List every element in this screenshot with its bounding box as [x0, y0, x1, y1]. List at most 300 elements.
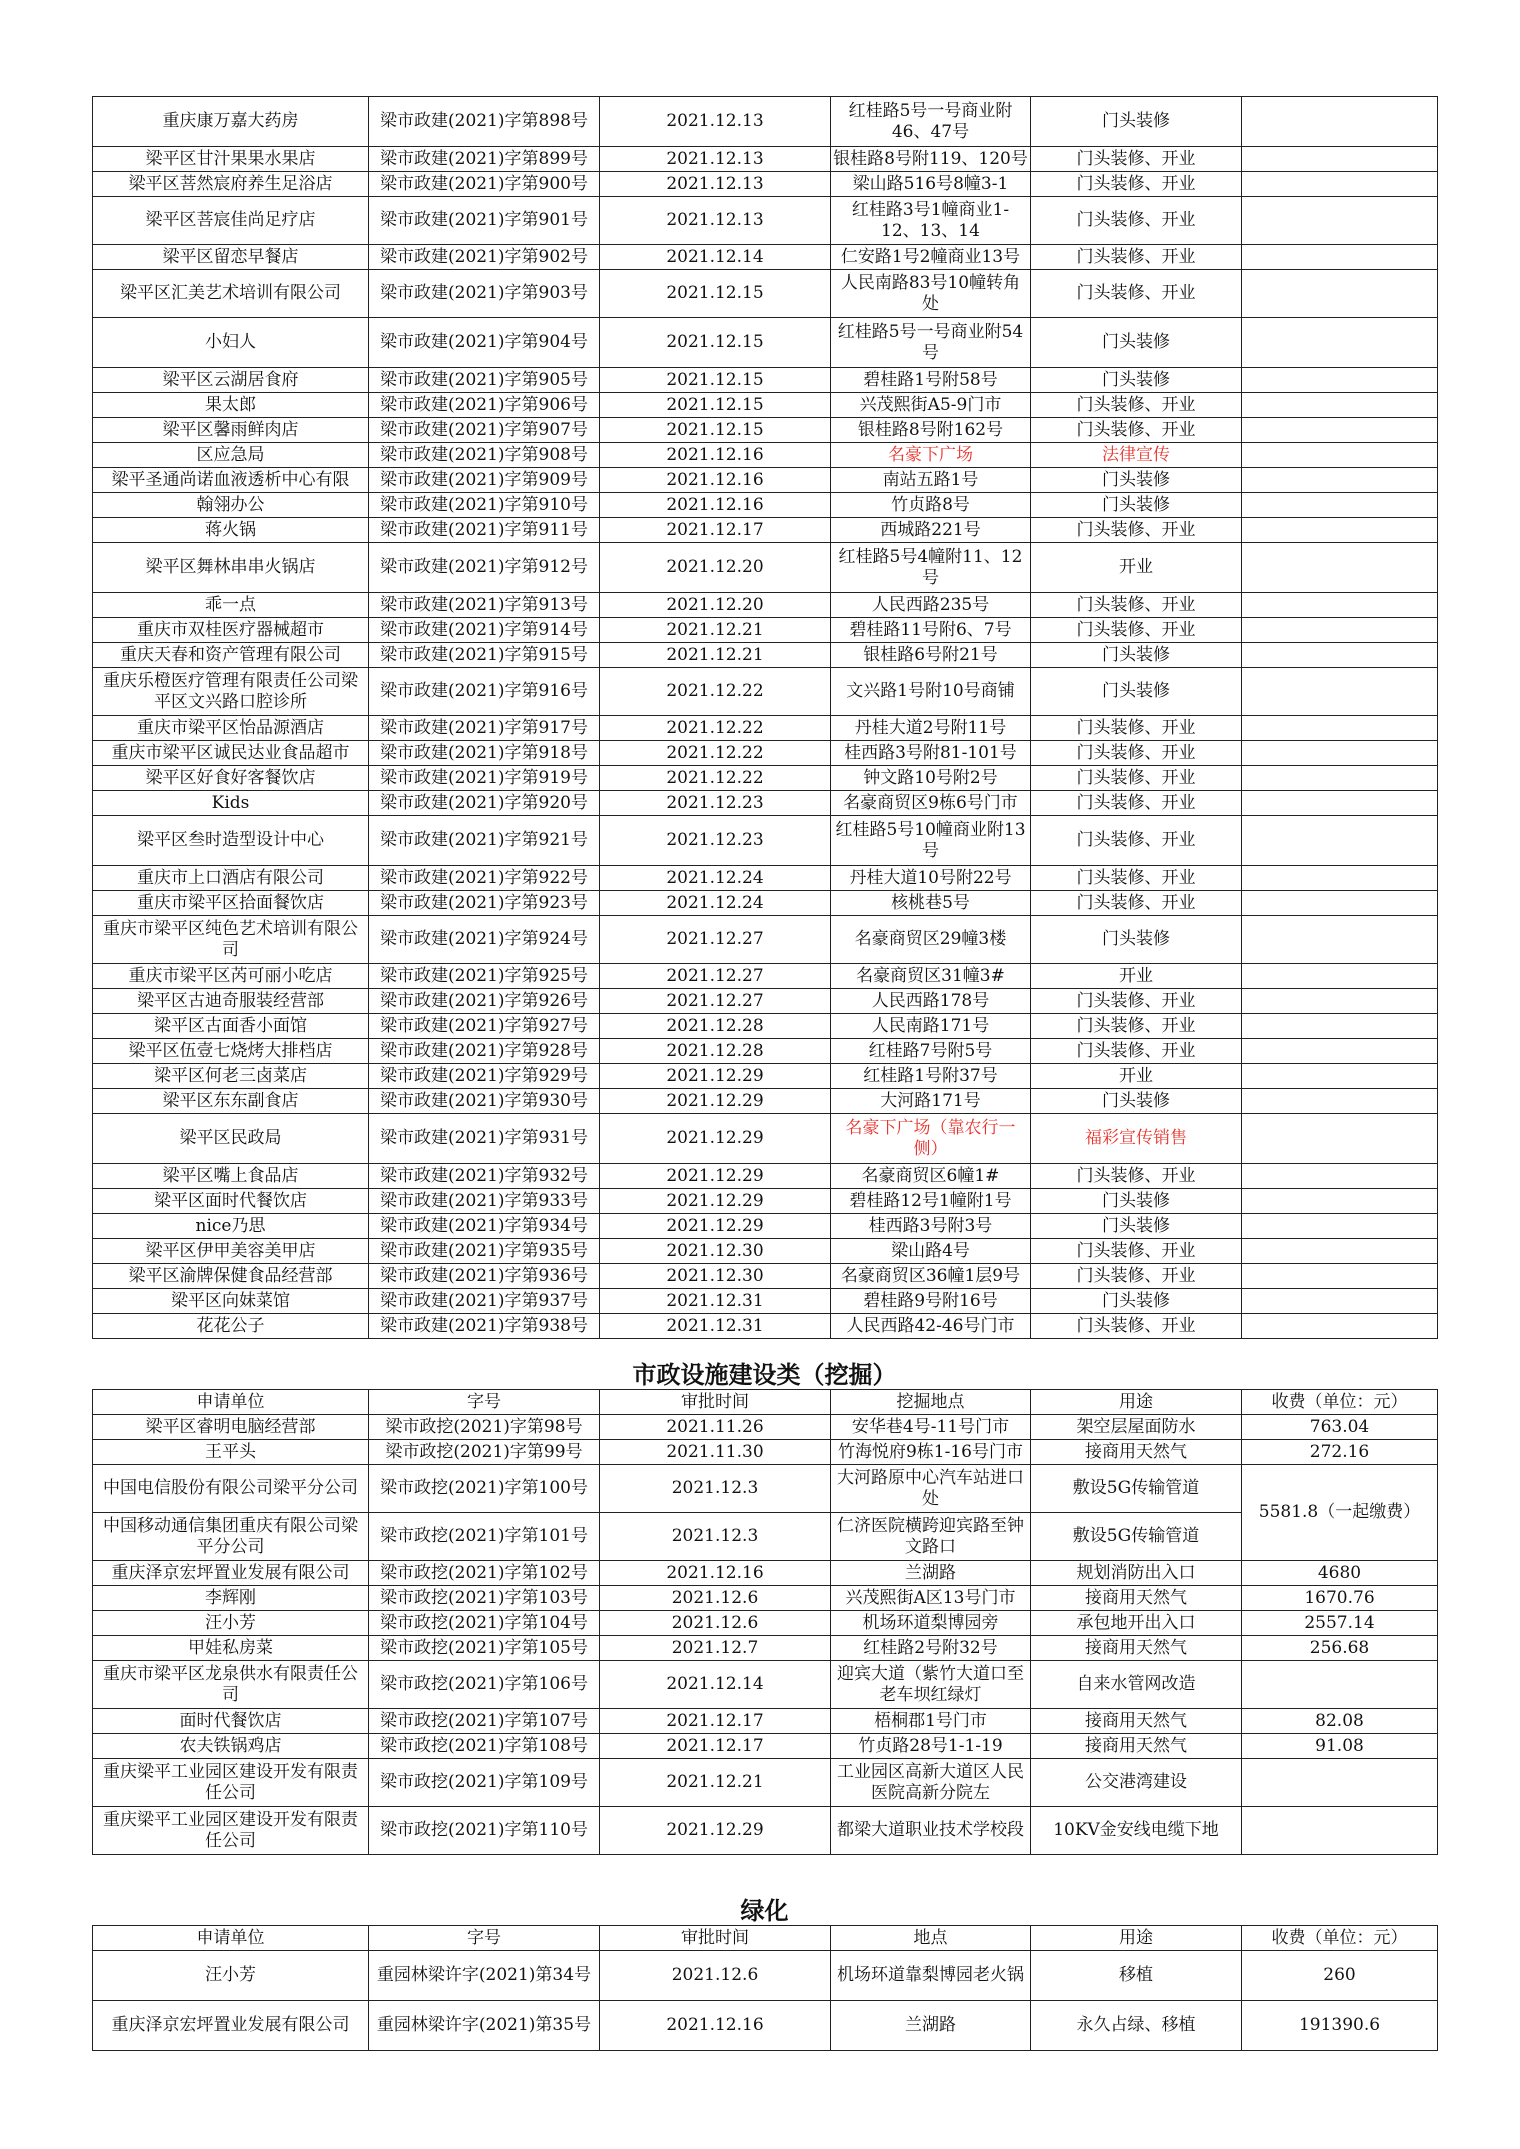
permit-code-cell: 梁市政建(2021)字第928号 [369, 1039, 600, 1064]
permit-code-cell: 梁市政建(2021)字第900号 [369, 172, 600, 197]
applicant-cell: 中国移动通信集团重庆有限公司梁平分公司 [93, 1513, 369, 1561]
applicant-cell: 重庆泽京宏坪置业发展有限公司 [93, 1561, 369, 1586]
applicant-cell: 梁平区何老三卤菜店 [93, 1064, 369, 1089]
approval-date-cell: 2021.12.3 [600, 1465, 831, 1513]
permit-code-cell: 梁市政建(2021)字第937号 [369, 1289, 600, 1314]
fee-cell [1242, 741, 1438, 766]
permit-code-cell: 梁市政挖(2021)字第109号 [369, 1759, 600, 1807]
location-cell: 名豪商贸区9栋6号门市 [831, 791, 1031, 816]
column-header: 地点 [831, 1926, 1031, 1951]
permit-code-cell: 梁市政建(2021)字第920号 [369, 791, 600, 816]
table-row [93, 741, 1438, 766]
location-cell: 碧桂路9号附16号 [831, 1289, 1031, 1314]
permit-code-cell: 梁市政建(2021)字第907号 [369, 418, 600, 443]
approval-date-cell: 2021.12.17 [600, 518, 831, 543]
applicant-cell: Kids [93, 791, 369, 816]
approval-date-cell: 2021.12.16 [600, 468, 831, 493]
permit-code-cell: 梁市政建(2021)字第914号 [369, 618, 600, 643]
permit-code-cell: 梁市政建(2021)字第904号 [369, 318, 600, 368]
table-row [93, 1586, 1438, 1611]
applicant-cell: 梁平区向妹菜馆 [93, 1289, 369, 1314]
permit-code-cell: 梁市政建(2021)字第905号 [369, 368, 600, 393]
approval-date-cell: 2021.12.30 [600, 1264, 831, 1289]
location-cell: 人民南路171号 [831, 1014, 1031, 1039]
permit-code-cell: 梁市政建(2021)字第924号 [369, 916, 600, 964]
fee-cell [1242, 1064, 1438, 1089]
table-row [93, 716, 1438, 741]
permit-code-cell: 梁市政建(2021)字第938号 [369, 1314, 600, 1339]
table-row [93, 1039, 1438, 1064]
permit-code-cell: 梁市政挖(2021)字第110号 [369, 1807, 600, 1855]
table-row [93, 891, 1438, 916]
table-row [93, 1415, 1438, 1440]
column-header: 用途 [1031, 1390, 1242, 1415]
table-row [93, 1239, 1438, 1264]
purpose-cell: 门头装修、开业 [1031, 1014, 1242, 1039]
fee-cell [1242, 318, 1438, 368]
location-cell: 银桂路8号附162号 [831, 418, 1031, 443]
fee-cell [1242, 1807, 1438, 1855]
table-row [93, 270, 1438, 318]
table-row [93, 418, 1438, 443]
applicant-cell: 花花公子 [93, 1314, 369, 1339]
approval-date-cell: 2021.12.21 [600, 1759, 831, 1807]
location-cell: 红桂路1号附37号 [831, 1064, 1031, 1089]
permit-code-cell: 梁市政挖(2021)字第105号 [369, 1636, 600, 1661]
applicant-cell: 汪小芳 [93, 1951, 369, 2001]
applicant-cell: 果太郎 [93, 393, 369, 418]
permit-code-cell: 重园林梁许字(2021)第34号 [369, 1951, 600, 2001]
approval-date-cell: 2021.12.24 [600, 891, 831, 916]
approval-date-cell: 2021.12.13 [600, 172, 831, 197]
table-row [93, 593, 1438, 618]
approval-date-cell: 2021.12.16 [600, 2001, 831, 2051]
column-header: 字号 [369, 1926, 600, 1951]
fee-cell [1242, 1214, 1438, 1239]
permit-code-cell: 梁市政建(2021)字第923号 [369, 891, 600, 916]
applicant-cell: 梁平区渝牌保健食品经营部 [93, 1264, 369, 1289]
table-row [93, 1440, 1438, 1465]
permit-code-cell: 梁市政建(2021)字第915号 [369, 643, 600, 668]
table-row [93, 245, 1438, 270]
applicant-cell: 梁平区菩然宸府养生足浴店 [93, 172, 369, 197]
location-cell: 兰湖路 [831, 1561, 1031, 1586]
permit-code-cell: 梁市政挖(2021)字第103号 [369, 1586, 600, 1611]
approval-date-cell: 2021.12.22 [600, 741, 831, 766]
approval-date-cell: 2021.12.28 [600, 1039, 831, 1064]
applicant-cell: 重庆康万嘉大药房 [93, 97, 369, 147]
permit-code-cell: 梁市政建(2021)字第901号 [369, 197, 600, 245]
permit-code-cell: 梁市政建(2021)字第902号 [369, 245, 600, 270]
approval-date-cell: 2021.12.15 [600, 418, 831, 443]
applicant-cell: 梁平区伍壹七烧烤大排档店 [93, 1039, 369, 1064]
permit-code-cell: 梁市政建(2021)字第903号 [369, 270, 600, 318]
applicant-cell: 重庆泽京宏坪置业发展有限公司 [93, 2001, 369, 2051]
permit-code-cell: 梁市政建(2021)字第913号 [369, 593, 600, 618]
purpose-cell: 门头装修 [1031, 916, 1242, 964]
applicant-cell: 梁平区留恋早餐店 [93, 245, 369, 270]
location-cell: 仁安路1号2幢商业13号 [831, 245, 1031, 270]
location-cell: 都梁大道职业技术学校段 [831, 1807, 1031, 1855]
location-cell: 丹桂大道10号附22号 [831, 866, 1031, 891]
purpose-cell: 门头装修 [1031, 97, 1242, 147]
approval-date-cell: 2021.12.29 [600, 1114, 831, 1164]
table-row [93, 197, 1438, 245]
applicant-cell: 面时代餐饮店 [93, 1709, 369, 1734]
table-row [93, 643, 1438, 668]
permit-code-cell: 梁市政建(2021)字第932号 [369, 1164, 600, 1189]
applicant-cell: 梁平区叁时造型设计中心 [93, 816, 369, 866]
fee-cell: 763.04 [1242, 1415, 1438, 1440]
permit-code-cell: 梁市政挖(2021)字第104号 [369, 1611, 600, 1636]
table-row [93, 1089, 1438, 1114]
table-row [93, 668, 1438, 716]
applicant-cell: 梁平区睿明电脑经营部 [93, 1415, 369, 1440]
table-row [93, 1951, 1438, 2001]
permit-code-cell: 梁市政建(2021)字第925号 [369, 964, 600, 989]
approval-date-cell: 2021.12.6 [600, 1951, 831, 2001]
approval-date-cell: 2021.12.29 [600, 1089, 831, 1114]
location-cell: 名豪商贸区31幢3# [831, 964, 1031, 989]
applicant-cell: 汪小芳 [93, 1611, 369, 1636]
fee-cell [1242, 891, 1438, 916]
applicant-cell: 农夫铁锅鸡店 [93, 1734, 369, 1759]
fee-cell [1242, 989, 1438, 1014]
purpose-cell: 开业 [1031, 964, 1242, 989]
purpose-cell: 自来水管网改造 [1031, 1661, 1242, 1709]
purpose-cell: 接商用天然气 [1031, 1440, 1242, 1465]
location-cell: 名豪下广场（靠农行一侧） [831, 1114, 1031, 1164]
approval-date-cell: 2021.12.22 [600, 668, 831, 716]
table-row [93, 1014, 1438, 1039]
applicant-cell: 区应急局 [93, 443, 369, 468]
location-cell: 人民西路178号 [831, 989, 1031, 1014]
applicant-cell: 重庆市上口酒店有限公司 [93, 866, 369, 891]
table-row [93, 443, 1438, 468]
table-row [93, 1164, 1438, 1189]
purpose-cell: 接商用天然气 [1031, 1636, 1242, 1661]
applicant-cell: 蒋火锅 [93, 518, 369, 543]
fee-cell [1242, 97, 1438, 147]
location-cell: 兰湖路 [831, 2001, 1031, 2051]
column-header: 申请单位 [93, 1390, 369, 1415]
approval-date-cell: 2021.12.28 [600, 1014, 831, 1039]
permit-code-cell: 梁市政建(2021)字第931号 [369, 1114, 600, 1164]
approval-date-cell: 2021.12.29 [600, 1164, 831, 1189]
applicant-cell: 梁平区舞林串串火锅店 [93, 543, 369, 593]
approval-date-cell: 2021.12.22 [600, 716, 831, 741]
purpose-cell: 门头装修 [1031, 318, 1242, 368]
applicant-cell: 梁平圣通尚诺血液透析中心有限 [93, 468, 369, 493]
location-cell: 工业园区高新大道区人民医院高新分院左 [831, 1759, 1031, 1807]
fee-cell [1242, 1759, 1438, 1807]
applicant-cell: 梁平区古迪奇服装经营部 [93, 989, 369, 1014]
permit-code-cell: 梁市政建(2021)字第909号 [369, 468, 600, 493]
fee-cell [1242, 1114, 1438, 1164]
location-cell: 南站五路1号 [831, 468, 1031, 493]
fee-cell [1242, 1264, 1438, 1289]
approval-date-cell: 2021.12.14 [600, 1661, 831, 1709]
purpose-cell: 门头装修、开业 [1031, 147, 1242, 172]
fee-cell [1242, 493, 1438, 518]
table-row [93, 393, 1438, 418]
purpose-cell: 门头装修、开业 [1031, 618, 1242, 643]
fee-cell [1242, 518, 1438, 543]
approval-date-cell: 2021.12.29 [600, 1064, 831, 1089]
approval-date-cell: 2021.11.26 [600, 1415, 831, 1440]
table-row [93, 1465, 1438, 1513]
excavation-section-title: 市政设施建设类（挖掘） [632, 1361, 897, 1389]
fee-cell [1242, 1039, 1438, 1064]
fee-cell: 4680 [1242, 1561, 1438, 1586]
location-cell: 钟文路10号附2号 [831, 766, 1031, 791]
approval-date-cell: 2021.12.3 [600, 1513, 831, 1561]
table-row [93, 368, 1438, 393]
location-cell: 核桃巷5号 [831, 891, 1031, 916]
fee-cell [1242, 1314, 1438, 1339]
location-cell: 桂西路3号附81-101号 [831, 741, 1031, 766]
permit-code-cell: 梁市政建(2021)字第910号 [369, 493, 600, 518]
approval-date-cell: 2021.12.29 [600, 1807, 831, 1855]
table-row [93, 543, 1438, 593]
applicant-cell: 梁平区菩宸佳尚足疗店 [93, 197, 369, 245]
approval-date-cell: 2021.12.7 [600, 1636, 831, 1661]
fee-cell [1242, 766, 1438, 791]
location-cell: 名豪商贸区29幢3楼 [831, 916, 1031, 964]
fee-cell [1242, 668, 1438, 716]
fee-cell [1242, 1239, 1438, 1264]
table-row [93, 97, 1438, 147]
permit-code-cell: 梁市政挖(2021)字第99号 [369, 1440, 600, 1465]
approval-date-cell: 2021.12.16 [600, 1561, 831, 1586]
permit-code-cell: 梁市政挖(2021)字第100号 [369, 1465, 600, 1513]
fee-cell [1242, 197, 1438, 245]
fee-cell [1242, 1189, 1438, 1214]
purpose-cell: 门头装修 [1031, 668, 1242, 716]
fee-cell [1242, 1164, 1438, 1189]
fee-cell [1242, 716, 1438, 741]
purpose-cell: 门头装修、开业 [1031, 245, 1242, 270]
permits-table [92, 96, 1438, 1339]
table-row [93, 1611, 1438, 1636]
purpose-cell: 门头装修、开业 [1031, 716, 1242, 741]
permit-code-cell: 梁市政挖(2021)字第101号 [369, 1513, 600, 1561]
location-cell: 红桂路3号1幢商业1-12、13、14 [831, 197, 1031, 245]
applicant-cell: 重庆市梁平区拾面餐饮店 [93, 891, 369, 916]
location-cell: 桂西路3号附3号 [831, 1214, 1031, 1239]
approval-date-cell: 2021.12.20 [600, 543, 831, 593]
approval-date-cell: 2021.12.27 [600, 916, 831, 964]
fee-cell [1242, 270, 1438, 318]
purpose-cell: 门头装修 [1031, 1089, 1242, 1114]
applicant-cell: 重庆天春和资产管理有限公司 [93, 643, 369, 668]
applicant-cell: 梁平区好食好客餐饮店 [93, 766, 369, 791]
table-row [93, 1561, 1438, 1586]
fee-cell [1242, 468, 1438, 493]
applicant-cell: 梁平区面时代餐饮店 [93, 1189, 369, 1214]
permit-code-cell: 梁市政建(2021)字第899号 [369, 147, 600, 172]
purpose-cell: 10KV金安线电缆下地 [1031, 1807, 1242, 1855]
permit-code-cell: 梁市政建(2021)字第934号 [369, 1214, 600, 1239]
fee-cell [1242, 245, 1438, 270]
table-row [93, 1734, 1438, 1759]
approval-date-cell: 2021.12.13 [600, 147, 831, 172]
approval-date-cell: 2021.12.29 [600, 1214, 831, 1239]
purpose-cell: 门头装修、开业 [1031, 1164, 1242, 1189]
fee-cell [1242, 1289, 1438, 1314]
location-cell: 大河路原中心汽车站进口处 [831, 1465, 1031, 1513]
location-cell: 银桂路8号附119、120号 [831, 147, 1031, 172]
purpose-cell: 开业 [1031, 1064, 1242, 1089]
fee-cell [1242, 916, 1438, 964]
column-header: 收费（单位：元） [1242, 1926, 1438, 1951]
location-cell: 竹贞路8号 [831, 493, 1031, 518]
location-cell: 文兴路1号附10号商铺 [831, 668, 1031, 716]
purpose-cell: 门头装修、开业 [1031, 393, 1242, 418]
purpose-cell: 门头装修、开业 [1031, 891, 1242, 916]
table-row [93, 147, 1438, 172]
permit-code-cell: 梁市政建(2021)字第921号 [369, 816, 600, 866]
column-header: 挖掘地点 [831, 1390, 1031, 1415]
table-row [93, 816, 1438, 866]
applicant-cell: 梁平区汇美艺术培训有限公司 [93, 270, 369, 318]
purpose-cell: 承包地开出入口 [1031, 1611, 1242, 1636]
location-cell: 红桂路7号附5号 [831, 1039, 1031, 1064]
table-row [93, 1636, 1438, 1661]
fee-cell [1242, 172, 1438, 197]
location-cell: 梁山路516号8幢3-1 [831, 172, 1031, 197]
purpose-cell: 福彩宣传销售 [1031, 1114, 1242, 1164]
purpose-cell: 门头装修、开业 [1031, 791, 1242, 816]
approval-date-cell: 2021.12.24 [600, 866, 831, 891]
purpose-cell: 接商用天然气 [1031, 1709, 1242, 1734]
purpose-cell: 法律宣传 [1031, 443, 1242, 468]
table-row [93, 318, 1438, 368]
location-cell: 碧桂路1号附58号 [831, 368, 1031, 393]
approval-date-cell: 2021.12.6 [600, 1586, 831, 1611]
purpose-cell: 门头装修 [1031, 468, 1242, 493]
purpose-cell: 门头装修、开业 [1031, 518, 1242, 543]
approval-date-cell: 2021.12.30 [600, 1239, 831, 1264]
location-cell: 梧桐郡1号门市 [831, 1709, 1031, 1734]
location-cell: 银桂路6号附21号 [831, 643, 1031, 668]
purpose-cell: 门头装修、开业 [1031, 1314, 1242, 1339]
approval-date-cell: 2021.12.15 [600, 318, 831, 368]
fee-cell: 272.16 [1242, 1440, 1438, 1465]
applicant-cell: 梁平区伊甲美容美甲店 [93, 1239, 369, 1264]
location-cell: 迎宾大道（紫竹大道口至老车坝红绿灯 [831, 1661, 1031, 1709]
purpose-cell: 门头装修、开业 [1031, 197, 1242, 245]
fee-cell: 82.08 [1242, 1709, 1438, 1734]
permit-code-cell: 梁市政建(2021)字第918号 [369, 741, 600, 766]
applicant-cell: 梁平区甘汁果果水果店 [93, 147, 369, 172]
fee-cell [1242, 791, 1438, 816]
fee-cell [1242, 1014, 1438, 1039]
purpose-cell: 门头装修 [1031, 643, 1242, 668]
applicant-cell: 梁平区馨雨鲜肉店 [93, 418, 369, 443]
permit-code-cell: 梁市政建(2021)字第919号 [369, 766, 600, 791]
purpose-cell: 公交港湾建设 [1031, 1759, 1242, 1807]
purpose-cell: 门头装修 [1031, 1189, 1242, 1214]
fee-cell [1242, 393, 1438, 418]
table-row [93, 493, 1438, 518]
location-cell: 兴茂熙街A5-9门市 [831, 393, 1031, 418]
approval-date-cell: 2021.12.27 [600, 964, 831, 989]
location-cell: 名豪商贸区6幢1# [831, 1164, 1031, 1189]
fee-cell: 256.68 [1242, 1636, 1438, 1661]
table-row [93, 1114, 1438, 1164]
fee-cell [1242, 866, 1438, 891]
permit-code-cell: 梁市政建(2021)字第908号 [369, 443, 600, 468]
table-row [93, 1214, 1438, 1239]
applicant-cell: 梁平区嘴上食品店 [93, 1164, 369, 1189]
approval-date-cell: 2021.12.17 [600, 1709, 831, 1734]
location-cell: 大河路171号 [831, 1089, 1031, 1114]
applicant-cell: 李辉刚 [93, 1586, 369, 1611]
location-cell: 机场环道梨博园旁 [831, 1611, 1031, 1636]
purpose-cell: 门头装修、开业 [1031, 1239, 1242, 1264]
applicant-cell: 梁平区民政局 [93, 1114, 369, 1164]
location-cell: 人民南路83号10幢转角处 [831, 270, 1031, 318]
fee-cell [1242, 816, 1438, 866]
location-cell: 西城路221号 [831, 518, 1031, 543]
table-row [93, 1661, 1438, 1709]
table-row [93, 518, 1438, 543]
purpose-cell: 门头装修、开业 [1031, 1264, 1242, 1289]
permit-code-cell: 梁市政建(2021)字第922号 [369, 866, 600, 891]
permit-code-cell: 梁市政建(2021)字第935号 [369, 1239, 600, 1264]
permit-code-cell: 梁市政建(2021)字第933号 [369, 1189, 600, 1214]
purpose-cell: 门头装修、开业 [1031, 766, 1242, 791]
location-cell: 仁济医院横跨迎宾路至钟文路口 [831, 1513, 1031, 1561]
location-cell: 丹桂大道2号附11号 [831, 716, 1031, 741]
approval-date-cell: 2021.12.23 [600, 816, 831, 866]
location-cell: 红桂路5号10幢商业附13号 [831, 816, 1031, 866]
location-cell: 人民西路42-46号门市 [831, 1314, 1031, 1339]
location-cell: 竹海悦府9栋1-16号门市 [831, 1440, 1031, 1465]
approval-date-cell: 2021.12.29 [600, 1189, 831, 1214]
permit-code-cell: 梁市政建(2021)字第911号 [369, 518, 600, 543]
approval-date-cell: 2021.12.21 [600, 643, 831, 668]
table-row [93, 2001, 1438, 2051]
fee-cell [1242, 147, 1438, 172]
permit-code-cell: 梁市政建(2021)字第927号 [369, 1014, 600, 1039]
approval-date-cell: 2021.12.13 [600, 197, 831, 245]
fee-cell [1242, 443, 1438, 468]
location-cell: 竹贞路28号1-1-19 [831, 1734, 1031, 1759]
applicant-cell: 中国电信股份有限公司梁平分公司 [93, 1465, 369, 1513]
applicant-cell: 重庆市梁平区怡品源酒店 [93, 716, 369, 741]
applicant-cell: nice乃思 [93, 1214, 369, 1239]
permit-code-cell: 梁市政挖(2021)字第102号 [369, 1561, 600, 1586]
location-cell: 红桂路5号一号商业附46、47号 [831, 97, 1031, 147]
permit-code-cell: 梁市政挖(2021)字第108号 [369, 1734, 600, 1759]
column-header: 审批时间 [600, 1390, 831, 1415]
permit-code-cell: 梁市政建(2021)字第906号 [369, 393, 600, 418]
fee-cell [1242, 643, 1438, 668]
applicant-cell: 重庆市梁平区纯色艺术培训有限公司 [93, 916, 369, 964]
location-cell: 名豪下广场 [831, 443, 1031, 468]
fee-cell: 91.08 [1242, 1734, 1438, 1759]
table-row [93, 1759, 1438, 1807]
column-header: 收费（单位：元） [1242, 1390, 1438, 1415]
table-row [93, 1064, 1438, 1089]
purpose-cell: 门头装修 [1031, 1289, 1242, 1314]
location-cell: 梁山路4号 [831, 1239, 1031, 1264]
permit-code-cell: 梁市政建(2021)字第929号 [369, 1064, 600, 1089]
purpose-cell: 门头装修 [1031, 1214, 1242, 1239]
greening-table [92, 1925, 1438, 2051]
